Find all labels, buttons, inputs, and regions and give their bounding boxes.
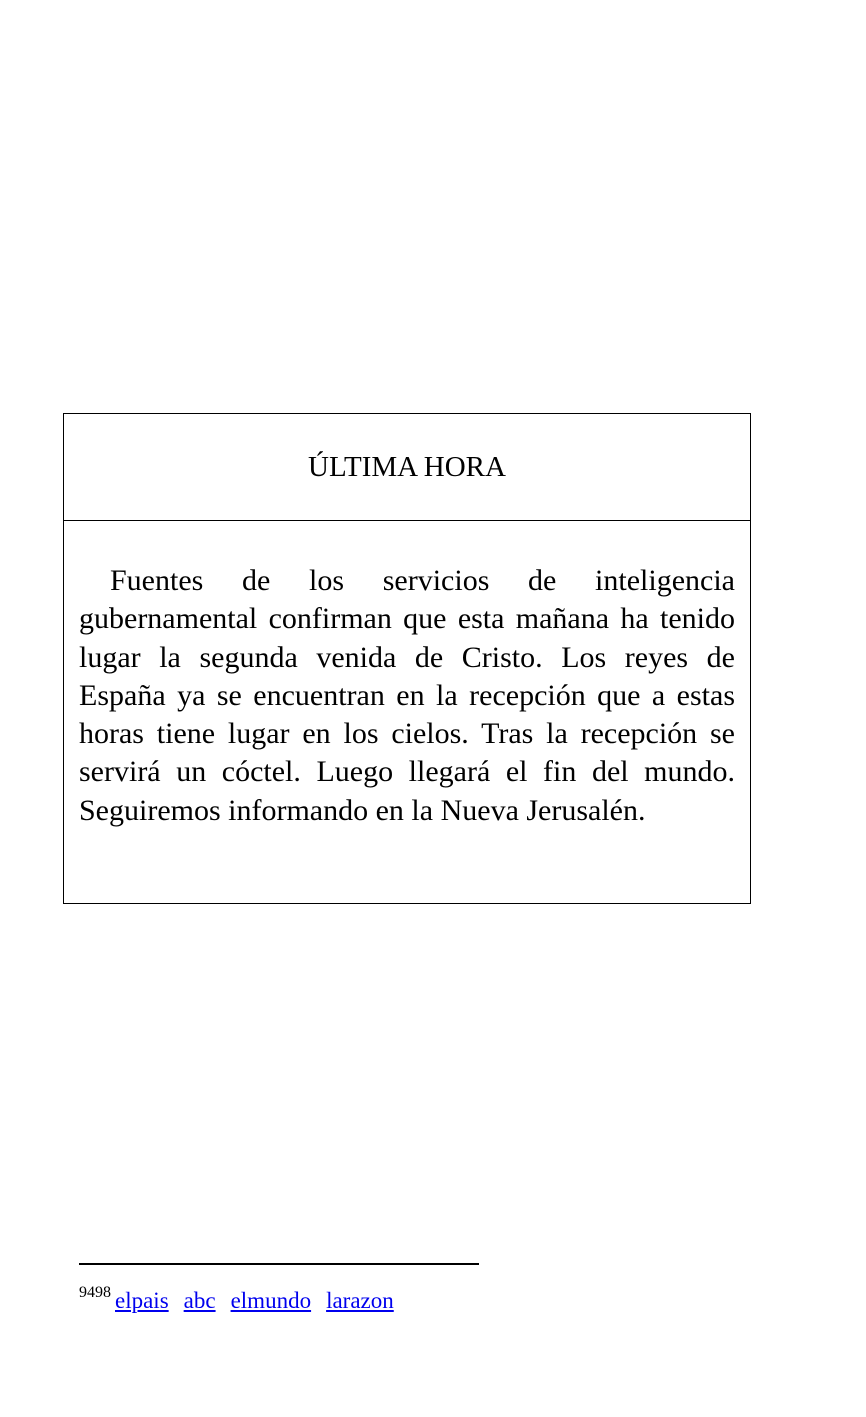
footnote-rule [79, 1263, 479, 1265]
footnote-link-elmundo[interactable]: elmundo [230, 1288, 312, 1313]
news-header [64, 414, 750, 521]
footnote-link-elpais[interactable]: elpais [115, 1288, 169, 1313]
news-body [64, 521, 750, 830]
footnote [79, 1278, 409, 1316]
footnote-link-larazon[interactable]: larazon [326, 1288, 394, 1313]
news-box [63, 413, 751, 904]
footnote-link-abc[interactable]: abc [183, 1288, 216, 1313]
footnote-number: 9498 [79, 1284, 111, 1301]
news-header-title: ÚLTIMA HORA [308, 450, 506, 483]
news-body-text: Fuentes de los servicios de inteligencia gubernamental confirman que esta mañana ha tenido lugar la segunda venida de Cristo. Los reyes de España ya se encuentran en la recepción que a estas horas tiene lugar en los cielos. Tras la recepción se servirá un cóctel. Luego llegará el fin del mundo. Seguiremos informando en la Nueva Jerusalén. [79, 564, 735, 827]
